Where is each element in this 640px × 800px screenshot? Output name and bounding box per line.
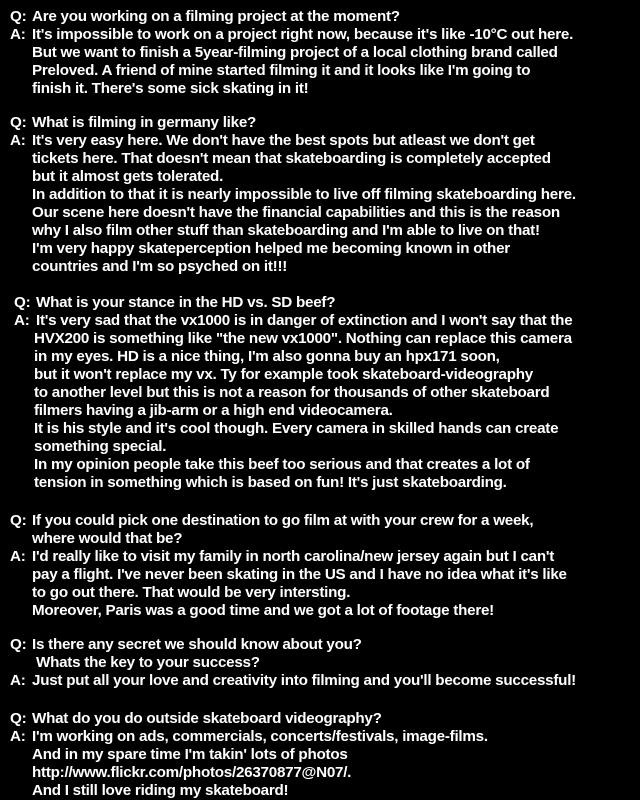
question-prefix: Q:	[10, 636, 27, 653]
question-text: What is your stance in the HD vs. SD beef?	[36, 294, 336, 311]
answer-text: Our scene here doesn't have the financial capabilities and this is the reason	[32, 204, 560, 221]
answer-text: It's very sad that the vx1000 is in danger of extinction and I won't say that the	[36, 312, 573, 329]
answer-text: I'd really like to visit my family in north carolina/new jersey again but I can't	[32, 548, 555, 565]
answer-text: In addition to that it is nearly impossible to live off filming skateboarding here.	[32, 186, 576, 203]
answer-prefix: A:	[10, 548, 26, 565]
answer-text: finish it. There's some sick skating in it!	[32, 80, 309, 97]
question-prefix: Q:	[10, 710, 27, 727]
question-text: Are you working on a filming project at the moment?	[32, 8, 400, 25]
answer-text: to go out there. That would be very intersting.	[32, 584, 351, 601]
answer-text: pay a flight. I've never been skating in the US and I have no idea what it's like	[32, 566, 567, 583]
answer-text: in my eyes. HD is a nice thing, I'm also gonna buy an hpx171 soon,	[34, 348, 500, 365]
question-prefix: Q:	[14, 294, 31, 311]
question-text: If you could pick one destination to go film at with your crew for a week,	[32, 512, 534, 529]
question-prefix: Q:	[10, 8, 27, 25]
answer-text: why I also film other stuff than skateboarding and I'm able to live on that!	[32, 222, 540, 239]
answer-text: but it almost gets tolerated.	[32, 168, 224, 185]
answer-text: In my opinion people take this beef too serious and that creates a lot of	[34, 456, 530, 473]
answer-text: It's impossible to work on a project right now, because it's like -10°C out here.	[32, 26, 574, 43]
answer-prefix: A:	[10, 728, 26, 745]
answer-text: I'm very happy skateperception helped me becoming known in other	[32, 240, 510, 257]
answer-prefix: A:	[14, 312, 30, 329]
answer-text: to another level but this is not a reason for thousands of other skateboard	[34, 384, 550, 401]
answer-text: something special.	[34, 438, 167, 455]
answer-text: tickets here. That doesn't mean that skateboarding is completely accepted	[32, 150, 551, 167]
answer-prefix: A:	[10, 26, 26, 43]
question-text: Whats the key to your success?	[36, 654, 260, 671]
answer-text: tension in something which is based on fun! It's just skateboarding.	[34, 474, 507, 491]
question-text: What do you do outside skateboard videography?	[32, 710, 382, 727]
flickr-link-text: http://www.flickr.com/photos/26370877@N07/.	[32, 764, 352, 781]
question-prefix: Q:	[10, 114, 27, 131]
question-text: What is filming in germany like?	[32, 114, 257, 131]
answer-text: Preloved. A friend of mine started filming it and it looks like I'm going to	[32, 62, 531, 79]
answer-text: HVX200 is something like "the new vx1000". Nothing can replace this camera	[34, 330, 572, 347]
answer-text: Moreover, Paris was a good time and we got a lot of footage there!	[32, 602, 494, 619]
answer-text: but it won't replace my vx. Ty for example took skateboard-videography	[34, 366, 533, 383]
question-prefix: Q:	[10, 512, 27, 529]
answer-text: Just put all your love and creativity into filming and you'll become successful!	[32, 672, 576, 689]
question-text: Is there any secret we should know about you?	[32, 636, 362, 653]
answer-text: I'm working on ads, commercials, concerts/festivals, image-films.	[32, 728, 488, 745]
answer-text: It's very easy here. We don't have the best spots but atleast we don't get	[32, 132, 535, 149]
answer-text: filmers having a jib-arm or a high end videocamera.	[34, 402, 393, 419]
answer-text: And I still love riding my skateboard!	[32, 782, 289, 799]
answer-text: It is his style and it's cool though. Every camera in skilled hands can create	[34, 420, 559, 437]
answer-text: And in my spare time I'm takin' lots of photos	[32, 746, 348, 763]
answer-text: countries and I'm so psyched on it!!!	[32, 258, 288, 275]
question-text: where would that be?	[32, 530, 183, 547]
answer-prefix: A:	[10, 132, 26, 149]
answer-prefix: A:	[10, 672, 26, 689]
answer-text: But we want to finish a 5year-filming project of a local clothing brand called	[32, 44, 558, 61]
